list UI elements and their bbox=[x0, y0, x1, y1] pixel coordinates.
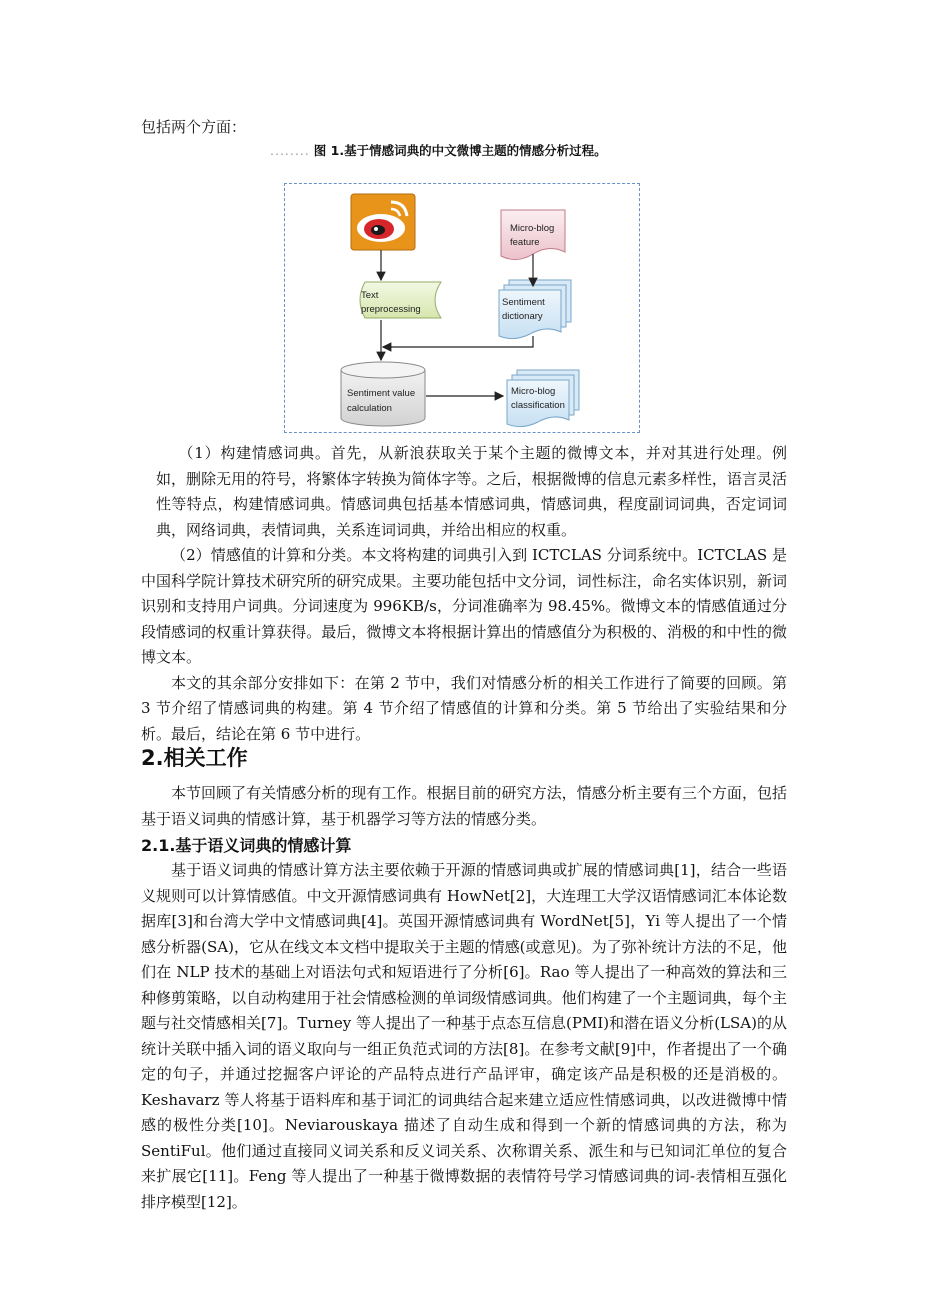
figure-caption bbox=[270, 141, 607, 159]
flow-diagram bbox=[284, 183, 640, 433]
paragraph-item-2: （2）情感值的计算和分类。本文将构建的词典引入到 ICTCLAS 分词系统中。ICTCLAS 是中国科学院计算技术研究所的研究成果。主要功能包括中文分词，词性标注，命名实体识别，新词识别和支持用户词典。分词速度为 996KB/s，分词准确率为 98.45%。微博文本的情感值通过分段情感词的权重计算获得。最后，微博文本将根据计算出的情感值分为积极的、消极的和中性的微博文本。 bbox=[141, 546, 787, 666]
paragraph-item-1: （1）构建情感词典。首先，从新浪获取关于某个主题的微博文本，并对其进行处理。例如，删除无用的符号，将繁体字转换为简体字等。之后，根据微博的信息元素多样性，语言灵活性等特点，构建情感词典。情感词典包括基本情感词典，情感词典，程度副词词典，否定词词典，网络词典，表情词典，关系连词词典，并给出相应的权重。 bbox=[156, 444, 787, 539]
body-block-1 bbox=[141, 441, 787, 747]
sentiment-dictionary-label-2: dictionary bbox=[502, 311, 543, 322]
section-2-heading: 2.相关工作 bbox=[141, 746, 248, 770]
microblog-feature-label-2: feature bbox=[510, 237, 540, 248]
microblog-classification-label-2: classification bbox=[511, 400, 565, 411]
body-block-2 bbox=[141, 743, 787, 1215]
paragraph-outline: 本文的其余部分安排如下：在第 2 节中，我们对情感分析的相关工作进行了简要的回顾。第 3 节介绍了情感词典的构建。第 4 节介绍了情感值的计算和分类。第 5 节给出了实验结果和分析。最后，结论在第 6 节中进行。 bbox=[141, 673, 787, 743]
sentiment-dictionary-label-1: Sentiment bbox=[502, 297, 545, 308]
section-2-1-body: 基于语义词典的情感计算方法主要依赖于开源的情感词典或扩展的情感词典[1]，结合一些语义规则可以计算情感值。中文开源情感词典有 HowNet[2]，大连理工大学汉语情感词汇本体论数据库[3]和台湾大学中文情感词典[4]。英国开源情感词典有 WordNet[5]，Yi 等人提出了一个情感分析器(SA)，它从在线文本文档中提取关于主题的情感(或意见)。为了弥补统计方法的不足，他们在 NLP 技术的基础上对语法句式和短语进行了分析[6]。Rao 等人提出了一种高效的算法和三种修剪策略，以自动构建用于社会情感检测的单词级情感词典。他们构建了一个主题词典，每个主题与社交情感相关[7]。Turney 等人提出了一种基于点态互信息(PMI)和潜在语义分析(LSA)的从统计关联中插入词的语义取向与一组正负范式词的方法[8]。在参考文献[9]中，作者提出了一个确定的句子，并通过挖掘客户评论的产品特点进行产品评审，确定该产品是积极的还是消极的。Keshavarz 等人将基于语料库和基于词汇的词典结合起来建立适应性情感词典，以改进微博中情感的极性分类[10]。Neviarouskaya 描述了自动生成和得到一个新的情感词典的方法，称为 SentiFul。他们通过直接同义词关系和反义词关系、次称谓关系、派生和与已知词汇单位的复合来扩展它[11]。Feng 等人提出了一种基于微博数据的表情符号学习情感词典的词-表情相互强化排序模型[12]。 bbox=[141, 861, 787, 1211]
text-preprocessing-label-1: Text bbox=[361, 290, 379, 301]
caption-leader-dots: ........ bbox=[270, 143, 310, 158]
microblog-feature-label-1: Micro-blog bbox=[510, 223, 555, 234]
lead-text: 包括两个方面： bbox=[141, 118, 247, 136]
weibo-logo-icon bbox=[351, 194, 415, 250]
sentiment-value-label-1: Sentiment value bbox=[347, 388, 416, 399]
section-2-intro: 本节回顾了有关情感分析的现有工作。根据目前的研究方法，情感分析主要有三个方面，包括基于语义词典的情感计算，基于机器学习等方法的情感分类。 bbox=[141, 784, 787, 828]
sentiment-dictionary-node bbox=[499, 280, 571, 339]
sentiment-value-calculation-node bbox=[341, 362, 425, 426]
text-preprocessing-label-2: preprocessing bbox=[361, 304, 421, 315]
microblog-classification-node bbox=[507, 370, 579, 427]
microblog-feature-node bbox=[501, 210, 565, 260]
sentiment-value-label-2: calculation bbox=[347, 403, 392, 414]
caption-text: 图 1.基于情感词典的中文微博主题的情感分析过程。 bbox=[313, 143, 607, 158]
section-2-1-heading: 2.1.基于语义词典的情感计算 bbox=[141, 836, 352, 855]
text-preprocessing-node bbox=[360, 282, 441, 318]
microblog-classification-label-1: Micro-blog bbox=[511, 386, 556, 397]
